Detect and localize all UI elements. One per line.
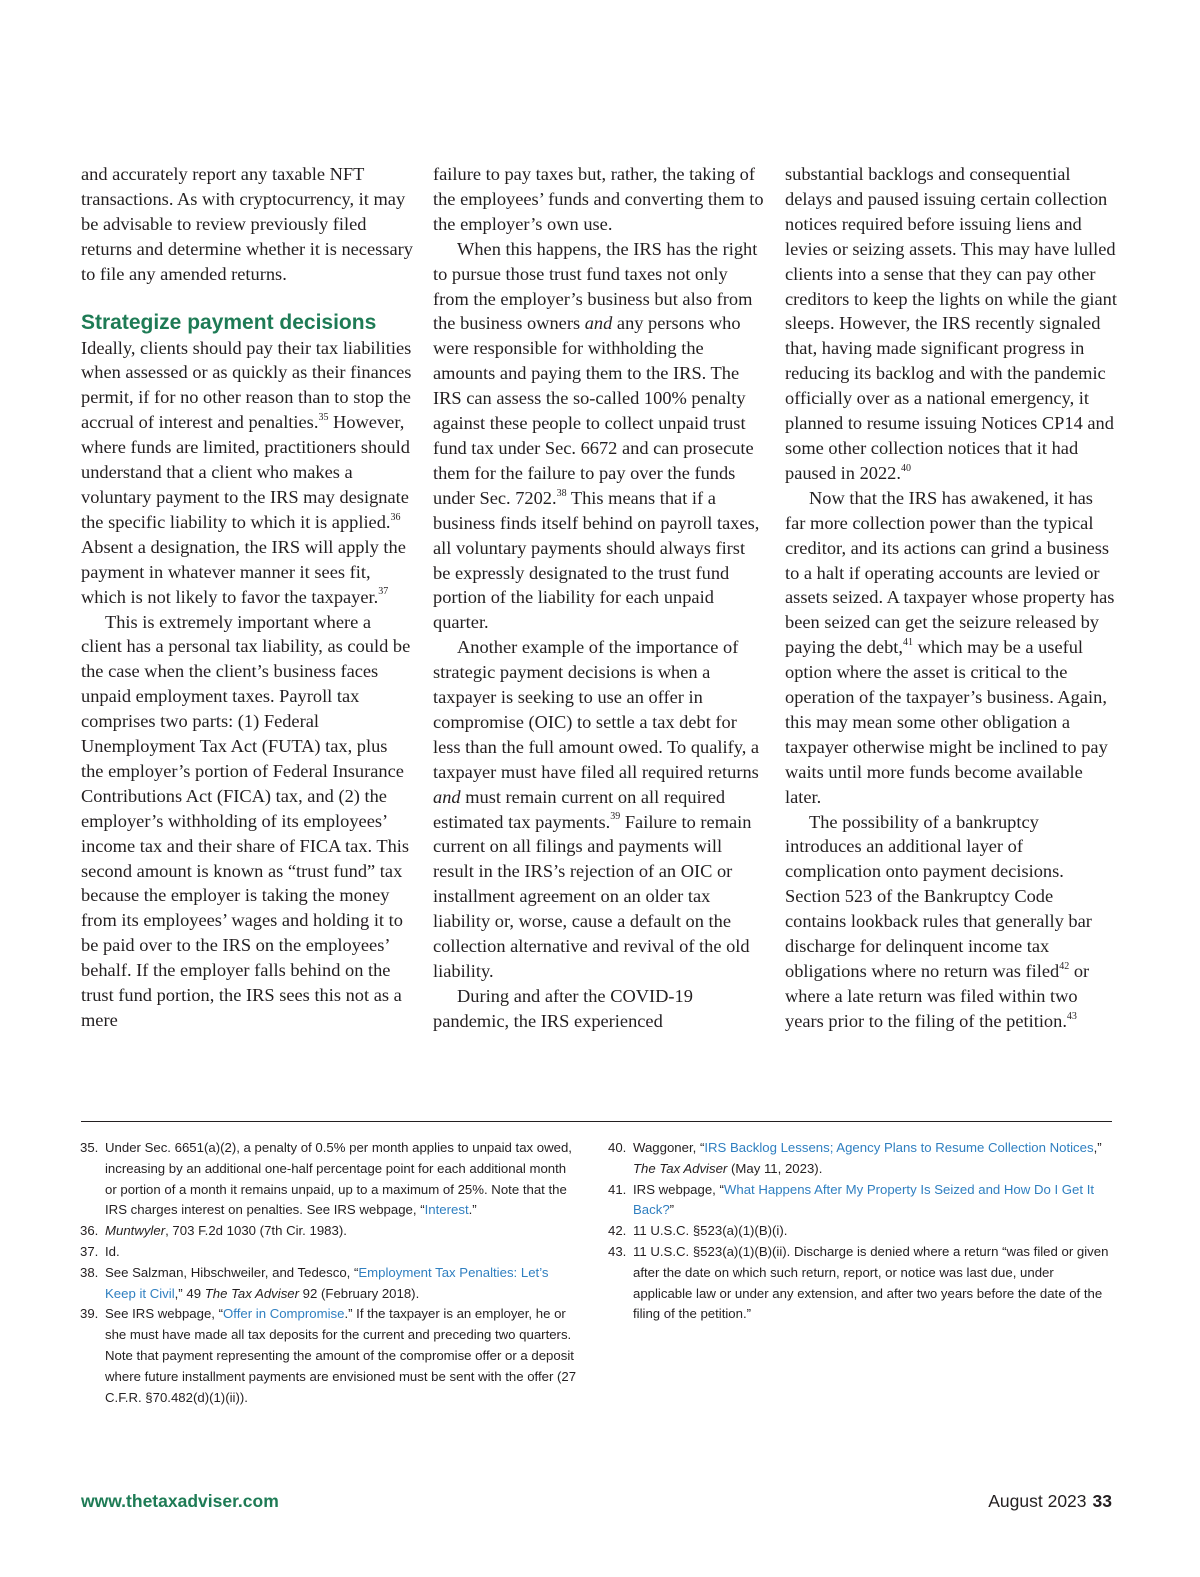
footnote-ref-42[interactable]: 42 — [1059, 960, 1070, 972]
footnote-ref-39[interactable]: 39 — [610, 811, 621, 823]
column-3 — [785, 162, 1117, 1034]
paragraph: Now that the IRS has awakened, it has far more collection power than the typical creditor, and its actions can grind a business to a halt if operating accounts are levied or assets seized. A taxpayer whose property has been seized can get the seizure released by paying the debt,$^{41}$ which may be a useful option where the asset is critical to the operation of the taxpayer’s business. Again, this may mean some other obligation a taxpayer otherwise might be inclined to pay waits until more funds become available later. — [785, 487, 1115, 807]
page-number: 33 — [1092, 1491, 1112, 1511]
paragraph: During and after the COVID-19 pandemic, the IRS experienced — [433, 985, 693, 1031]
column-2 — [433, 162, 765, 1034]
paragraph: and accurately report any taxable NFT transactions. As with cryptocurrency, it may be advisable to review previously filed returns and determine whether it is necessary to file any amended returns. — [81, 164, 413, 284]
footer-date: August 2023 — [988, 1491, 1087, 1511]
footnote-link[interactable]: What Happens After My Property Is Seized and How Do I Get It Back? — [633, 1181, 1095, 1218]
footnote-ref-37[interactable]: 37 — [378, 586, 389, 598]
paragraph: The possibility of a bankruptcy introduces an additional layer of complication onto payment decisions. Section 523 of the Bankruptcy Code contains lookback rules that generally bar discharge for delinquent income tax obligations where no return was filed$^{42}$ or where a late return was filed within two years prior to the filing of the petition.$^{43}$ — [785, 811, 1092, 1031]
footnote-ref-35[interactable]: 35 — [318, 412, 329, 424]
footnote-35: 35. Under Sec. 6651(a)(2), a penalty of 0.5% per month applies to unpaid tax owed, increasing by an additional one-half percentage point for each additional month or portion of a month it remains unpaid, up to a maximum of 25%. Note that the IRS charges interest on penalties. See IRS webpage, “Interest.” — [80, 1140, 572, 1218]
footnote-link[interactable]: Offer in Compromise — [223, 1306, 345, 1322]
paragraph: failure to pay taxes but, rather, the taking of the employees’ funds and converting them to the employer’s own use. — [433, 164, 764, 234]
footnote-link[interactable]: Employment Tax Penalties: Let’s Keep it Civil — [105, 1264, 549, 1301]
footnote-43: 43. 11 U.S.C. §523(a)(1)(B)(ii). Discharge is denied where a return “was filed or given after the date on which such return, report, or notice was last due, under applicable law or under any extension, and after two years before the date of the filing of the petition.” — [608, 1243, 1109, 1322]
footnote-40: 40. Waggoner, “IRS Backlog Lessens; Agency Plans to Resume Collection Notices,” The Tax Adviser (May 11, 2023). — [608, 1140, 1102, 1176]
footnote-38: 38. See Salzman, Hibschweiler, and Tedesco, “Employment Tax Penalties: Let’s Keep it Civil,” 49 The Tax Adviser 92 (February 2018). — [80, 1264, 549, 1301]
footnotes-left — [80, 1138, 580, 1408]
footnote-link[interactable]: Interest — [424, 1202, 469, 1218]
paragraph: Another example of the importance of strategic payment decisions is when a taxpayer is seeking to use an offer in compromise (OIC) to settle a tax debt for less than the full amount owed. To qualify, a taxpayer must have filed all required returns and must remain current on all required estimated tax payments.$^{39}$ Failure to remain current on all filings and payments will result in the IRS’s rejection of an OIC or installment agreement on an older tax liability or, worse, cause a default on the collection alternative and revival of the old liability. — [433, 637, 760, 981]
footnote-ref-41[interactable]: 41 — [902, 637, 913, 649]
paragraph: substantial backlogs and consequential delays and paused issuing certain collection notices required before issuing liens and levies or seizing assets. This may have lulled clients into a sense that they can pay other creditors to keep the lights on while the giant sleeps. However, the IRS recently signaled that, having made significant progress in reducing its backlog and with the pandemic officially over as a national emergency, it planned to resume issuing Notices CP14 and some other collection notices that it had paused in 2022.40 — [785, 164, 1117, 483]
footnote-link[interactable]: IRS Backlog Lessens; Agency Plans to Resume Collection Notices — [704, 1140, 1094, 1155]
footer-website-link[interactable]: www.thetaxadviser.com — [81, 1491, 279, 1511]
section-heading: Strategize payment decisions — [81, 310, 377, 334]
footnotes-right — [608, 1138, 1114, 1325]
footnote-ref-38[interactable]: 38 — [556, 487, 567, 499]
footnote-ref-43[interactable]: 43 — [1066, 1010, 1077, 1022]
footnote-36: 36. Muntwyler, 703 F.2d 1030 (7th Cir. 1983). — [80, 1223, 347, 1239]
footnote-39: 39. See IRS webpage, “Offer in Compromise.” If the taxpayer is an employer, he or she must have made all tax deposits for the current and preceding two quarters. Note that payment representing the amount of the compromise offer or a deposit where future installment payments are envisioned must be sent with the offer (27 C.F.R. §70.482(d)(1)(ii)). — [80, 1306, 577, 1405]
footnote-ref-40[interactable]: 40 — [900, 462, 911, 474]
footnote-divider — [81, 1121, 1112, 1122]
footnote-41: 41. IRS webpage, “What Happens After My Property Is Seized and How Do I Get It Back?” — [608, 1181, 1095, 1218]
footer-issue — [988, 1491, 1112, 1512]
footnote-ref-36[interactable]: 36 — [390, 511, 401, 523]
paragraph: Ideally, clients should pay their tax liabilities when assessed or as quickly as their finances permit, if for no other reason than to stop the accrual of interest and penalties.$^{35}$ However, where funds are limited, practitioners should understand that a client who makes a voluntary payment to the IRS may designate the specific liability to which it is applied.$^{36}$ Absent a designation, the IRS will apply the payment in whatever manner it sees fit, which is not likely to favor the taxpayer.$^{37}$ — [81, 337, 412, 607]
paragraph: This is extremely important where a client has a personal tax liability, as could be the case when the client’s business faces unpaid employment taxes. Payroll tax comprises two parts: (1) Federal Unemployment Tax Act (FUTA) tax, plus the employer’s portion of Federal Insurance Contributions Act (FICA) tax, and (2) the employer’s withholding of its employees’ income tax and their share of FICA tax. This second amount is known as “trust fund” tax because the employer is taking the money from its employees’ wages and holding it to be paid over to the IRS on the employees’ behalf. If the employer falls behind on the trust fund portion, the IRS sees this not as a mere — [81, 611, 411, 1030]
footnote-37: 37. Id. — [80, 1243, 120, 1259]
column-1 — [81, 162, 413, 1033]
footnote-42: 42. 11 U.S.C. §523(a)(1)(B)(i). — [608, 1223, 788, 1239]
paragraph: When this happens, the IRS has the right to pursue those trust fund taxes not only from the employer’s business but also from the business owners and any persons who were responsible for withholding the amounts and paying them to the IRS. The IRS can assess the so-called 100% penalty against these people to collect unpaid trust fund tax under Sec. 6672 and can prosecute them for the failure to pay over the funds under Sec. 7202.38 This means that if a business finds itself behind on payroll taxes, all voluntary payments should always first be expressly designated to the trust fund portion of the liability for each unpaid quarter. — [433, 238, 760, 633]
